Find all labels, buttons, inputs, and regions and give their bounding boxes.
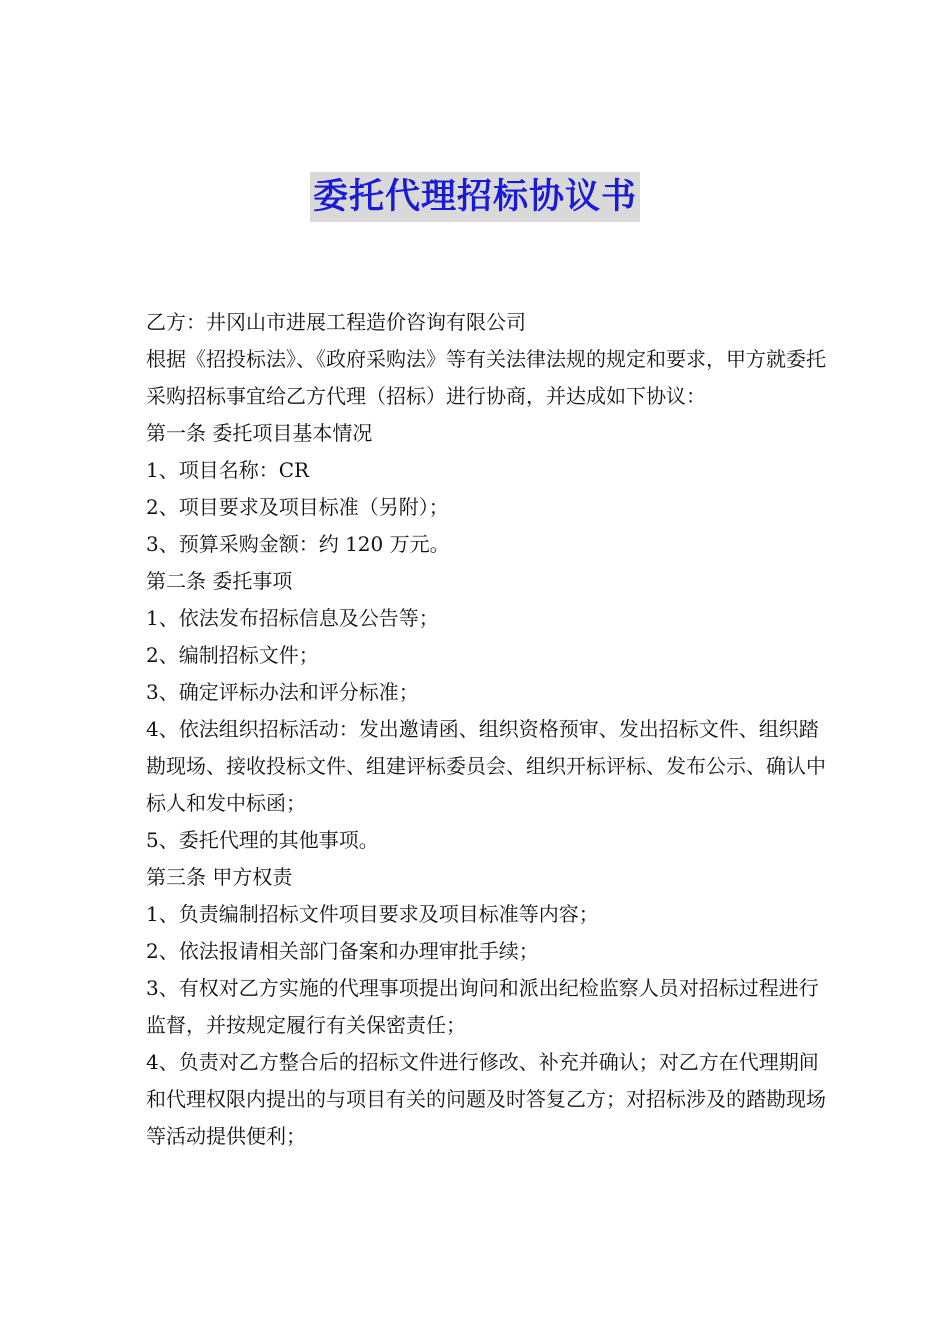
party-b-line: 乙方：井冈山市进展工程造价咨询有限公司: [146, 310, 526, 334]
article-1-item-2: 2、项目要求及项目标准（另附）；: [146, 495, 449, 519]
article-3-item-1: 1、负责编制招标文件项目要求及项目标准等内容；: [146, 902, 599, 926]
article-1-item-1: 1、项目名称：CR: [146, 458, 310, 482]
article-2-item-5: 5、委托代理的其他事项。: [146, 828, 379, 852]
article-3-item-2: 2、依法报请相关部门备案和办理审批手续；: [146, 939, 539, 963]
article-2-item-4: 4、依法组织招标活动：发出邀请函、组织资格预审、发出招标文件、组织踏勘现场、接收投标文件、组建评标委员会、组织开标评标、发布公示、确认中标人和发中标函；: [146, 717, 826, 815]
preamble-paragraph: 根据《招投标法》、《政府采购法》等有关法律法规的规定和要求，甲方就委托采购招标事宜给乙方代理（招标）进行协商，并达成如下协议：: [146, 347, 826, 408]
article-2-item-3: 3、确定评标办法和评分标准；: [146, 680, 419, 704]
article-3-item-4: 4、负责对乙方整合后的招标文件进行修改、补充并确认；对乙方在代理期间和代理权限内提出的与项目有关的问题及时答复乙方；对招标涉及的踏勘现场等活动提供便利；: [146, 1050, 826, 1148]
article-3-item-3: 3、有权对乙方实施的代理事项提出询问和派出纪检监察人员对招标过程进行监督，并按规定履行有关保密责任；: [146, 976, 819, 1037]
article-1-heading: 第一条 委托项目基本情况: [146, 421, 373, 445]
document-body: [146, 304, 826, 1155]
title-container: [0, 172, 950, 222]
document-title: 委托代理招标协议书: [310, 172, 640, 222]
article-2-item-2: 2、编制招标文件；: [146, 643, 319, 667]
article-2-heading: 第二条 委托事项: [146, 569, 293, 593]
article-1-item-3: 3、预算采购金额：约 120 万元。: [146, 532, 450, 556]
article-3-heading: 第三条 甲方权责: [146, 865, 293, 889]
article-2-item-1: 1、依法发布招标信息及公告等；: [146, 606, 439, 630]
